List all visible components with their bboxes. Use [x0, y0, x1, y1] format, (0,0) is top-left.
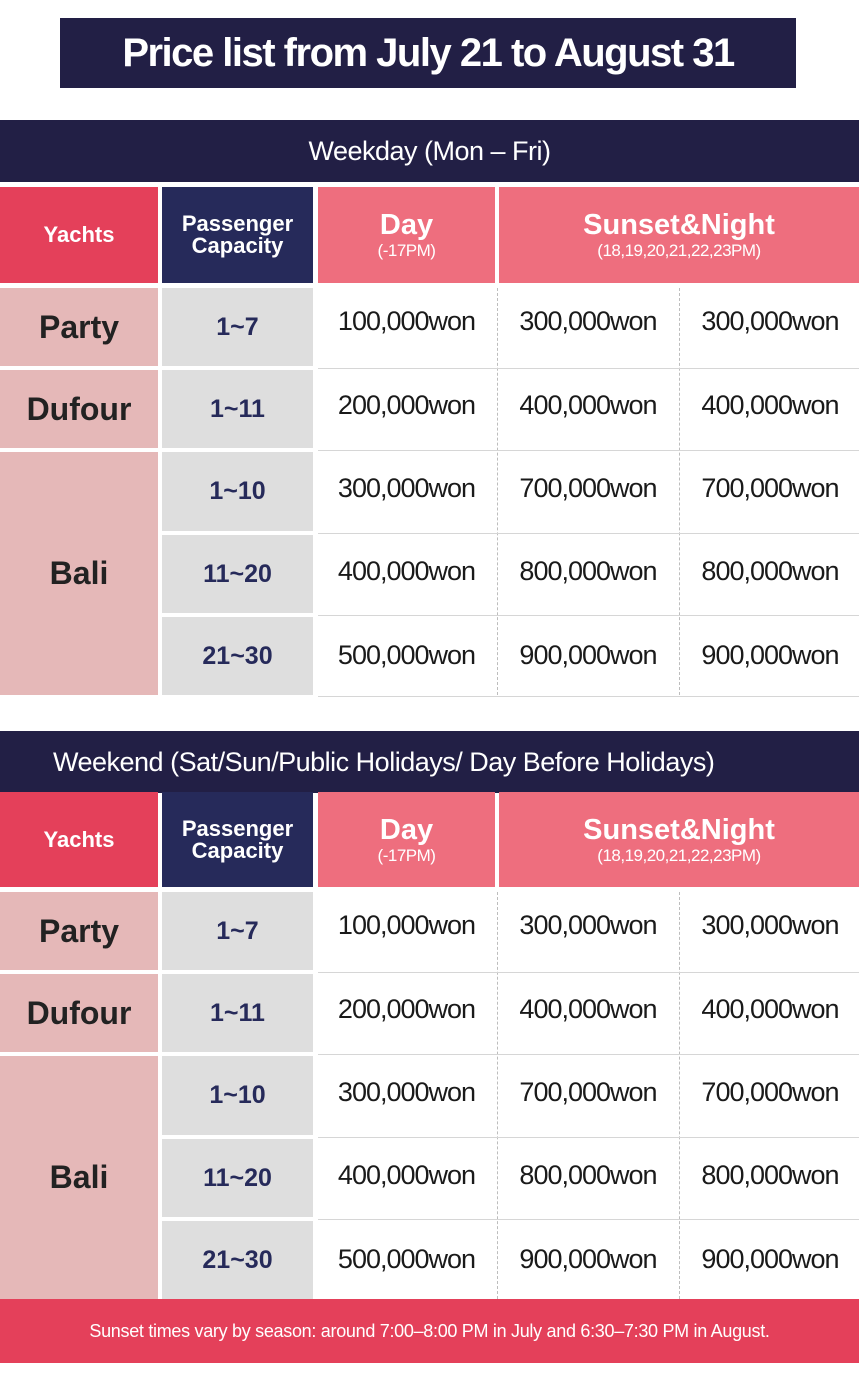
price-sunset: 800,000won: [519, 555, 657, 586]
price-sunset: 300,000won: [519, 305, 657, 336]
column-divider: [679, 288, 680, 695]
yacht-name-bali: Bali: [0, 1056, 158, 1299]
yacht-name-party: Party: [0, 288, 158, 366]
capacity-header-line2: Capacity: [191, 837, 284, 863]
yacht-name-dufour: Dufour: [0, 974, 158, 1052]
sunset-night-header-hours: (18,19,20,21,22,23PM): [597, 845, 761, 865]
price-night: 800,000won: [701, 1159, 839, 1190]
day-header-label: Day: [379, 209, 434, 241]
weekday-section-header: Weekday (Mon – Fri): [0, 120, 859, 182]
price-day: 500,000won: [337, 639, 476, 670]
day-header-hours: (-17PM): [377, 845, 436, 865]
capacity-column-header: [162, 792, 313, 887]
price-sunset: 800,000won: [519, 1159, 657, 1190]
capacity-cell: 1~10: [162, 452, 313, 531]
capacity-column-header: [162, 187, 313, 283]
capacity-cell: 1~7: [162, 288, 313, 366]
capacity-header-line1: Passenger: [181, 815, 294, 841]
sunset-night-header-hours: (18,19,20,21,22,23PM): [597, 241, 761, 260]
price-sunset: 700,000won: [519, 1076, 657, 1107]
yachts-column-header: Yachts: [0, 792, 158, 887]
yacht-name-dufour: Dufour: [0, 370, 158, 448]
sunset-night-column-header: [499, 187, 859, 283]
sunset-night-header-label: Sunset&Night: [583, 209, 775, 241]
capacity-cell: 1~10: [162, 1056, 313, 1135]
price-night: 300,000won: [701, 909, 839, 940]
day-column-header: [318, 187, 495, 283]
price-day: 100,000won: [337, 305, 476, 336]
yachts-column-header: Yachts: [0, 187, 158, 283]
column-divider: [497, 288, 498, 695]
day-column-header: [318, 792, 495, 887]
price-day: 200,000won: [337, 389, 476, 420]
yacht-name-party: Party: [0, 892, 158, 970]
price-night: 400,000won: [701, 993, 839, 1024]
capacity-header-line2: Capacity: [191, 233, 284, 258]
price-day: 100,000won: [337, 909, 476, 940]
capacity-cell: 1~7: [162, 892, 313, 970]
yacht-name-bali: Bali: [0, 452, 158, 695]
capacity-cell: 11~20: [162, 535, 313, 613]
capacity-cell: 1~11: [162, 974, 313, 1052]
day-header-hours: (-17PM): [377, 241, 436, 260]
price-day: 500,000won: [337, 1243, 476, 1274]
price-sunset: 400,000won: [519, 993, 657, 1024]
price-night: 300,000won: [701, 305, 839, 336]
price-day: 400,000won: [337, 555, 476, 586]
price-night: 800,000won: [701, 555, 839, 586]
sunset-night-column-header: [499, 792, 859, 887]
price-day: 300,000won: [337, 1076, 476, 1107]
weekend-section: [0, 731, 859, 1299]
price-day: 200,000won: [337, 993, 476, 1024]
weekend-section-header: Weekend (Sat/Sun/Public Holidays/ Day Before Holidays): [0, 731, 859, 793]
capacity-cell: 21~30: [162, 1221, 313, 1299]
price-sunset: 700,000won: [519, 472, 657, 503]
capacity-cell: 21~30: [162, 617, 313, 695]
capacity-header-line1: Passenger: [181, 211, 294, 236]
column-divider: [679, 892, 680, 1299]
capacity-cell: 11~20: [162, 1139, 313, 1217]
weekday-section: [0, 120, 859, 698]
price-night: 400,000won: [701, 389, 839, 420]
price-night: 700,000won: [701, 1076, 839, 1107]
day-header-label: Day: [379, 813, 434, 846]
row-divider: [318, 696, 859, 697]
page-title: Price list from July 21 to August 31: [60, 18, 796, 88]
price-night: 700,000won: [701, 472, 839, 503]
price-sunset: 400,000won: [519, 389, 657, 420]
price-day: 400,000won: [337, 1159, 476, 1190]
sunset-footnote: Sunset times vary by season: around 7:00–8:00 PM in July and 6:30–7:30 PM in August.: [0, 1299, 859, 1363]
sunset-night-header-label: Sunset&Night: [583, 813, 775, 846]
price-sunset: 300,000won: [519, 909, 657, 940]
price-night: 900,000won: [701, 639, 839, 670]
column-divider: [497, 892, 498, 1299]
price-day: 300,000won: [337, 472, 476, 503]
price-sunset: 900,000won: [519, 639, 657, 670]
capacity-cell: 1~11: [162, 370, 313, 448]
price-sunset: 900,000won: [519, 1243, 657, 1274]
price-night: 900,000won: [701, 1243, 839, 1274]
